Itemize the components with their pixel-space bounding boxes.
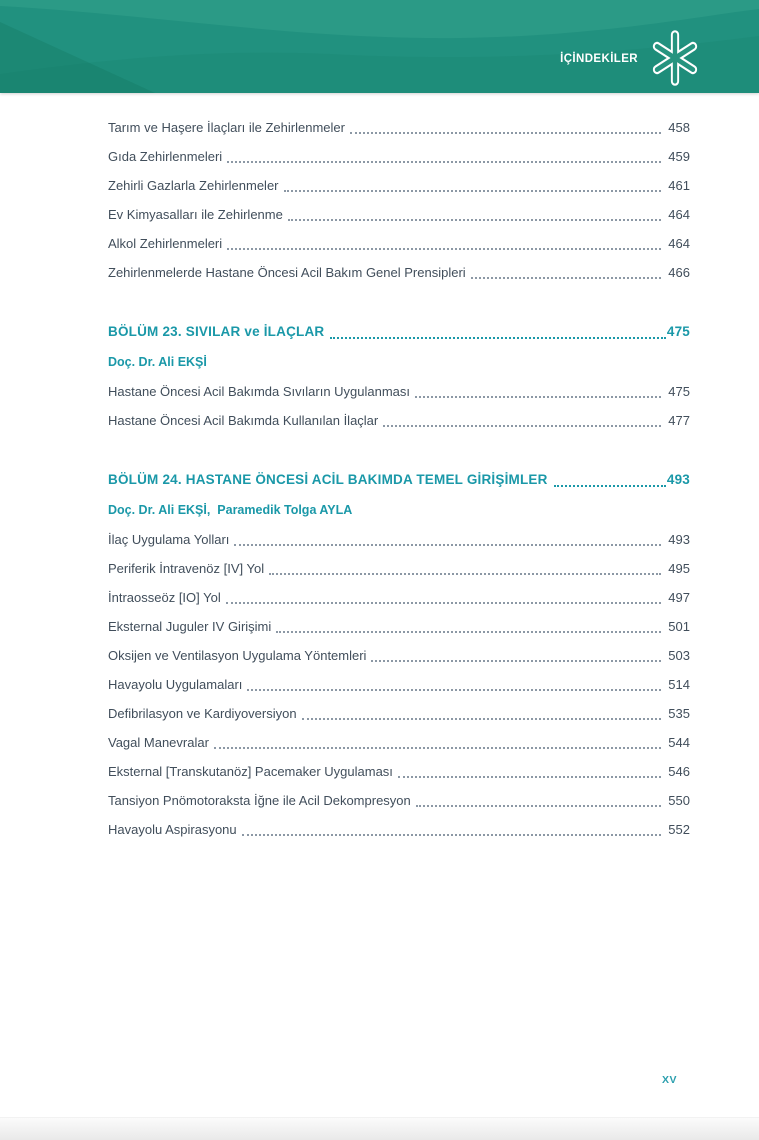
entry-page-number: 464 [668, 207, 690, 222]
dotted-leader [227, 229, 661, 250]
dotted-leader [227, 142, 661, 163]
entry-page-number: 477 [668, 413, 690, 428]
toc-entry-row [108, 583, 690, 612]
toc-chapter-row [108, 465, 690, 495]
toc-entry-row [108, 786, 690, 815]
toc-entry-row [108, 113, 690, 142]
toc-entry-row [108, 728, 690, 757]
dotted-leader [350, 113, 661, 134]
dotted-leader [554, 465, 666, 487]
dotted-leader [371, 641, 661, 662]
entry-label: Zehirli Gazlarla Zehirlenmeler [108, 178, 279, 193]
toc-entry-row [108, 258, 690, 287]
dotted-leader [284, 171, 662, 192]
toc-content [108, 113, 690, 844]
chapter-page-number: 493 [666, 472, 690, 487]
chapter-authors: Doç. Dr. Ali EKŞİ [108, 355, 207, 369]
page-header-band [0, 0, 759, 93]
entry-page-number: 466 [668, 265, 690, 280]
dotted-leader [247, 670, 661, 691]
toc-section [108, 465, 690, 844]
chapter-label: BÖLÜM 23. SIVILAR ve İLAÇLAR [108, 324, 325, 339]
toc-entry-row [108, 670, 690, 699]
toc-entry-row [108, 200, 690, 229]
dotted-leader [415, 377, 661, 398]
dotted-leader [330, 317, 666, 339]
entry-page-number: 514 [668, 677, 690, 692]
entry-page-number: 546 [668, 764, 690, 779]
entry-page-number: 544 [668, 735, 690, 750]
entry-label: Gıda Zehirlenmeleri [108, 149, 223, 164]
entry-page-number: 550 [668, 793, 690, 808]
toc-entry-row [108, 757, 690, 786]
toc-entry-row [108, 612, 690, 641]
dotted-leader [302, 699, 661, 720]
entry-label: Tarım ve Haşere İlaçları ile Zehirlenmeler [108, 120, 345, 135]
entry-page-number: 475 [668, 384, 690, 399]
entry-page-number: 458 [668, 120, 690, 135]
toc-entry-row [108, 229, 690, 258]
entry-page-number: 552 [668, 822, 690, 837]
entry-page-number: 493 [668, 532, 690, 547]
entry-label: Oksijen ve Ventilasyon Uygulama Yöntemleri [108, 648, 367, 663]
toc-entry-row [108, 406, 690, 435]
toc-entry-row [108, 815, 690, 844]
entry-label: Periferik İntravenöz [IV] Yol [108, 561, 265, 576]
entry-label: Tansiyon Pnömotoraksta İğne ile Acil Dekompresyon [108, 793, 411, 808]
dotted-leader [416, 786, 661, 807]
toc-entry-row [108, 699, 690, 728]
page-number: XV [661, 1074, 677, 1086]
dotted-leader [214, 728, 661, 749]
toc-entry-row [108, 554, 690, 583]
entry-page-number: 503 [668, 648, 690, 663]
entry-page-number: 461 [668, 178, 690, 193]
entry-label: Zehirlenmelerde Hastane Öncesi Acil Bakım Genel Prensipleri [108, 265, 466, 280]
toc-entry-row [108, 377, 690, 406]
dotted-leader [288, 200, 661, 221]
footer-band [0, 1117, 759, 1140]
entry-page-number: 501 [668, 619, 690, 634]
toc-chapter-row [108, 317, 690, 347]
dotted-leader [234, 525, 661, 546]
toc-entry-row [108, 525, 690, 554]
entry-label: Hastane Öncesi Acil Bakımda Kullanılan İlaçlar [108, 413, 379, 428]
dotted-leader [276, 612, 661, 633]
dotted-leader [269, 554, 661, 575]
entry-page-number: 464 [668, 236, 690, 251]
toc-section [108, 317, 690, 435]
toc-entry-row [108, 641, 690, 670]
page-header-title: İÇİNDEKİLER [560, 53, 638, 65]
chapter-page-number: 475 [666, 324, 690, 339]
toc-list [108, 113, 690, 844]
dotted-leader [242, 815, 661, 836]
entry-page-number: 535 [668, 706, 690, 721]
entry-page-number: 495 [668, 561, 690, 576]
entry-label: Defibrilasyon ve Kardiyoversiyon [108, 706, 297, 721]
entry-page-number: 497 [668, 590, 690, 605]
chapter-authors: Doç. Dr. Ali EKŞİ, Paramedik Tolga AYLA [108, 503, 353, 517]
entry-label: İntraosseöz [IO] Yol [108, 590, 221, 605]
entry-label: Havayolu Aspirasyonu [108, 822, 237, 837]
dotted-leader [383, 406, 661, 427]
entry-label: Hastane Öncesi Acil Bakımda Sıvıların Uygulanması [108, 384, 411, 399]
toc-entry-row [108, 171, 690, 200]
toc-entry-row [108, 142, 690, 171]
dotted-leader [398, 757, 661, 778]
toc-section [108, 113, 690, 287]
entry-label: Vagal Manevralar [108, 735, 209, 750]
dotted-leader [226, 583, 661, 604]
medical-asterisk-icon [649, 29, 701, 87]
entry-label: Ev Kimyasalları ile Zehirlenme [108, 207, 283, 222]
entry-page-number: 459 [668, 149, 690, 164]
entry-label: Alkol Zehirlenmeleri [108, 236, 223, 251]
dotted-leader [471, 258, 661, 279]
entry-label: Havayolu Uygulamaları [108, 677, 243, 692]
header-wave-decoration [0, 0, 759, 93]
entry-label: Eksternal [Transkutanöz] Pacemaker Uygulaması [108, 764, 393, 779]
entry-label: İlaç Uygulama Yolları [108, 532, 230, 547]
entry-label: Eksternal Juguler IV Girişimi [108, 619, 272, 634]
chapter-label: BÖLÜM 24. HASTANE ÖNCESİ ACİL BAKIMDA TEMEL GİRİŞİMLER [108, 472, 548, 487]
